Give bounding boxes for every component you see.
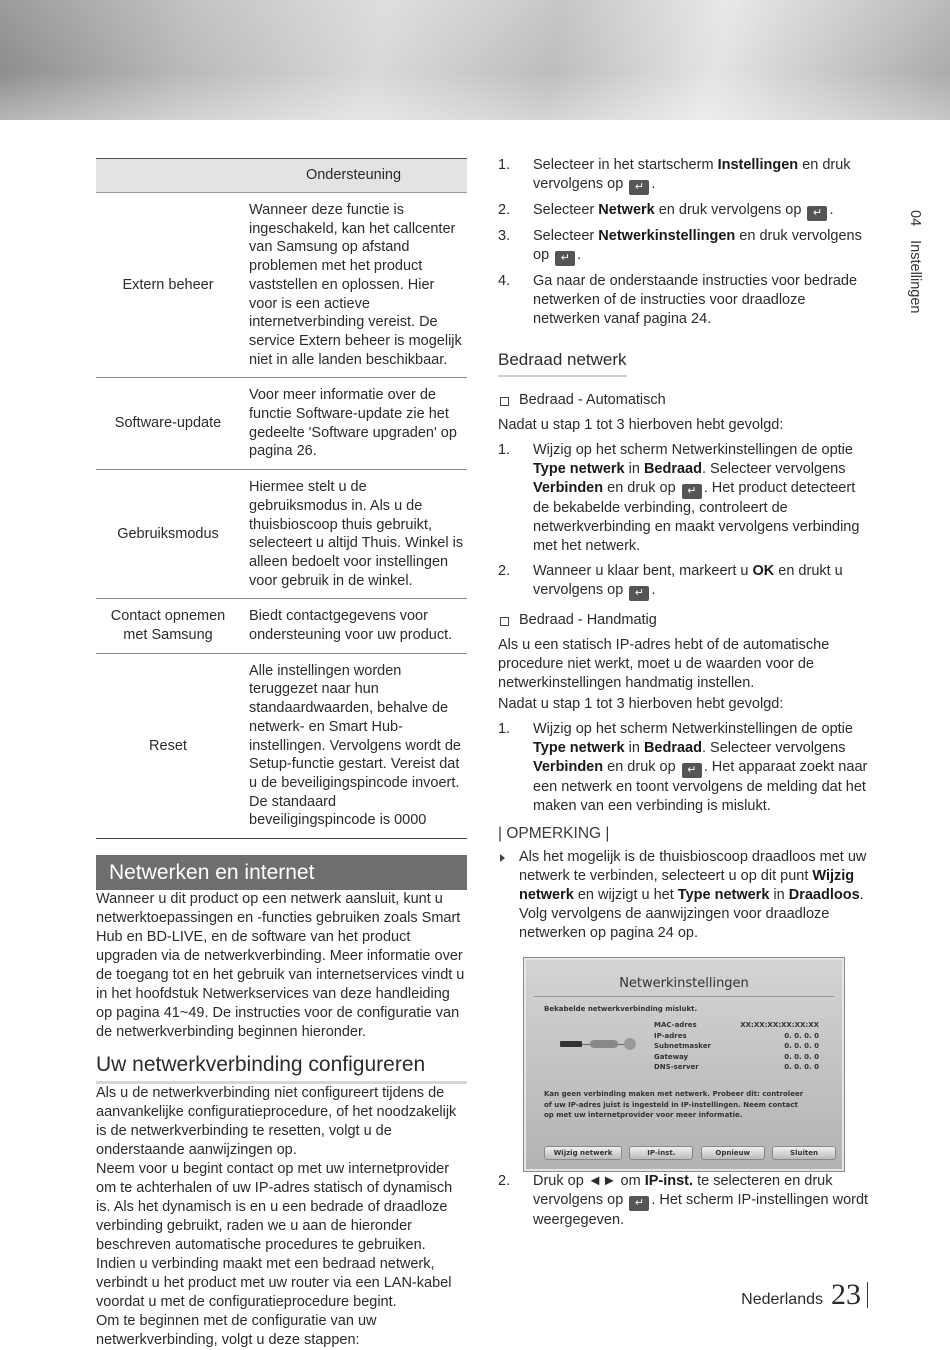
enter-icon: ↵ (629, 586, 649, 601)
chapter-side-tab (895, 210, 935, 340)
config-paragraph: Als u de netwerkverbinding niet configureert tijdens de aanvankelijke configuratieprocedure, of het noodzakelijk is de netwerkverbinding te resetten, volgt u de onderstaande aanwijzingen op. (96, 1085, 457, 1159)
retry-button[interactable]: Opnieuw (701, 1146, 765, 1160)
row-description: Voor meer informatie over de functie Software-update zie het gedeelte 'Software upgraden' op pagina 26. (240, 378, 467, 470)
chapter-number: 04 (907, 210, 923, 227)
field-row: IP-adres 0. 0. 0. 0 (654, 1031, 819, 1040)
list-item (498, 562, 870, 601)
footer-language: Nederlands (741, 1291, 823, 1308)
router-icon (590, 1040, 618, 1048)
list-item (498, 272, 870, 329)
enter-icon: ↵ (682, 763, 702, 778)
dialog-fields (654, 1020, 819, 1073)
row-label: Reset (96, 653, 240, 838)
step-text: Druk op ◄► om IP-inst. te selecteren en druk vervolgens op ↵ . Het scherm IP-instellingen wordt weergegeven. (533, 1173, 869, 1228)
globe-icon (624, 1038, 636, 1050)
step-number: 2. (498, 1173, 511, 1189)
bullet-arrow-icon (500, 854, 505, 862)
footer-divider (867, 1282, 868, 1308)
enter-icon: ↵ (807, 206, 827, 221)
row-description: Biedt contactgegevens voor ondersteuning voor uw product. (240, 599, 467, 653)
change-network-button[interactable]: Wijzig netwerk (544, 1146, 622, 1160)
checkbox-icon (500, 397, 509, 406)
list-item (498, 1172, 870, 1230)
wired-heading: Bedraad netwerk (498, 349, 627, 377)
field-row: MAC-adres XX:XX:XX:XX:XX:XX (654, 1021, 819, 1029)
dialog-title: Netwerkinstellingen (619, 976, 749, 991)
step-text: Ga naar de onderstaande instructies voor bedrade netwerken of de instructies voor draadloze netwerken vanaf pagina 24. (533, 273, 858, 327)
section-title: Netwerken en internet (96, 855, 467, 890)
row-label: Software-update (96, 378, 240, 470)
enter-icon: ↵ (629, 180, 649, 195)
chapter-title: Instellingen (907, 240, 923, 314)
step-number: 2. (498, 202, 511, 218)
enter-icon: ↵ (682, 484, 702, 499)
config-paragraph: Indien u verbinding maakt met een bedraad netwerk, verbindt u het product met uw router via een LAN-kabel voordat u met de configuratieprocedure begint. (96, 1256, 452, 1311)
checkbox-icon (500, 617, 509, 626)
config-paragraph: Om te beginnen met de configuratie van uw netwerkverbinding, volgt u deze stappen: (96, 1313, 377, 1349)
row-description: Alle instellingen worden teruggezet naar hun standaardwaarden, behalve de netwerk- en Smart Hub-instellingen. Vervolgens wordt de Setup-functie gestart. Vereist dat u de beveiligingspincode invoert. De standaard beveiligingspincode is 0000 (240, 653, 467, 838)
step-text: Wijzig op het scherm Netwerkinstellingen de optie Type netwerk in Bedraad. Selecteer vervolgens Verbinden en druk op ↵ . Het apparaat zoekt naar een netwerk en toont vervolgens de melding dat het maken van een verbinding is mislukt. (533, 721, 868, 814)
step-text: Wijzig op het scherm Netwerkinstellingen de optie Type netwerk in Bedraad. Selecteer vervolgens Verbinden en druk op ↵ . Het product detecteert de bekabelde verbinding, controleert de netwerkverbinding en maakt vervolgens verbinding met het netwerk. (533, 442, 860, 554)
dialog-message: Bekabelde netwerkverbinding mislukt. (544, 1005, 698, 1013)
list-item (498, 201, 870, 221)
table-row (96, 470, 467, 599)
support-table (96, 158, 467, 839)
enter-icon: ↵ (629, 1196, 649, 1211)
config-paragraph: Neem voor u begint contact op met uw internetprovider om te achterhalen of uw IP-adres statisch of dynamisch is. Als het dynamisch is en u een bedrade of draadloze verbinding gebruikt, raden we u aan de hieronder beschreven automatische procedures te gebruiken. (96, 1161, 453, 1254)
table-header-spacer (96, 159, 240, 193)
row-description: Wanneer deze functie is ingeschakeld, kan het callcenter van Samsung op afstand problemen met het product vaststellen en oplossen. Hier voor is een actieve internetverbinding vereist. De service Extern beheer is mogelijk niet in alle landen beschikbaar. (240, 193, 467, 378)
step-text: Selecteer Netwerkinstellingen en druk vervolgens op ↵ . (533, 228, 862, 264)
player-icon (560, 1041, 582, 1047)
step-text: Selecteer in het startscherm Instellingen en druk vervolgens op ↵ . (533, 157, 851, 193)
field-row: Subnetmasker 0. 0. 0. 0 (654, 1042, 819, 1050)
page-number: 23 (831, 1278, 861, 1311)
manual-paragraph: Nadat u stap 1 tot 3 hierboven hebt gevolgd: (498, 696, 784, 712)
auto-steps (498, 441, 870, 601)
list-item (498, 720, 870, 816)
note-item (498, 848, 870, 943)
table-row (96, 599, 467, 653)
step-number: 2. (498, 563, 511, 579)
auto-intro: Nadat u stap 1 tot 3 hierboven hebt gevolgd: (498, 417, 784, 433)
step-number: 1. (498, 157, 511, 173)
row-description: Hiermee stelt u de gebruiksmodus in. Als u de thuisbioscoop thuis gebruikt, selecteert u altijd Thuis. Winkel is alleen bedoelt voor instellingen voor gebruik in de winkel. (240, 470, 467, 599)
chapter-label (907, 210, 923, 314)
header-banner (0, 0, 950, 120)
ip-settings-button[interactable]: IP-inst. (629, 1146, 693, 1160)
final-steps (498, 1172, 870, 1230)
enter-icon: ↵ (555, 251, 575, 266)
list-item (498, 441, 870, 556)
dialog-divider (534, 996, 834, 997)
right-column (498, 156, 870, 1236)
step-number: 3. (498, 228, 511, 244)
table-row (96, 378, 467, 470)
dialog-buttons (544, 1146, 836, 1160)
page-footer (741, 1278, 868, 1312)
list-item (498, 227, 870, 266)
section-intro: Wanneer u dit product op een netwerk aansluit, kunt u netwerktoepassingen en -functies gebruiken zoals Smart Hub en BD-LIVE, en de software van het product upgraden via de netwerkverbinding. Meer informatie over de toegang tot en het gebruik van internetservices vindt u in het hoofdstuk Netwerkservices van deze handleiding op pagina 41~49. De instructies voor de configuratie van de netwerkverbinding beginnen hieronder. (96, 891, 465, 1041)
note-text: Als het mogelijk is de thuisbioscoop draadloos met uw netwerk te verbinden, selecteert u op dit punt Wijzig netwerk en wijzigt u het Type netwerk in Draadloos. Volg vervolgens de aanwijzingen voor draadloze netwerken op pagina 24 op. (519, 849, 867, 941)
step-number: 1. (498, 721, 511, 737)
step-number: 1. (498, 442, 511, 458)
manual-steps (498, 720, 870, 816)
left-column (96, 158, 467, 1350)
close-button[interactable]: Sluiten (772, 1146, 836, 1160)
dialog-warning: Kan geen verbinding maken met netwerk. Probeer dit: controleer of uw IP-adres juist is ingesteld in IP-instellingen. Neem contact op met uw internetprovider voor meer informatie. (544, 1090, 804, 1119)
wired-manual-heading: Bedraad - Handmatig (498, 611, 870, 630)
list-item (498, 156, 870, 195)
field-row: Gateway 0. 0. 0. 0 (654, 1052, 819, 1061)
manual-paragraph: Als u een statisch IP-adres hebt of de automatische procedure niet werkt, moet u de waarden voor de netwerkinstellingen handmatig instellen. (498, 637, 830, 691)
network-settings-dialog-screenshot (523, 957, 845, 1172)
row-label: Extern beheer (96, 193, 240, 378)
note-heading: | OPMERKING | (498, 825, 610, 842)
row-label: Contact opnemen met Samsung (96, 599, 240, 653)
step-text: Selecteer Netwerk en druk vervolgens op ↵ . (533, 202, 834, 219)
step-number: 4. (498, 273, 511, 289)
table-header: Ondersteuning (240, 159, 467, 193)
table-row (96, 653, 467, 838)
setup-steps (498, 156, 870, 329)
row-label: Gebruiksmodus (96, 470, 240, 599)
field-row: DNS-server 0. 0. 0. 0 (654, 1063, 819, 1071)
table-row (96, 193, 467, 378)
config-heading: Uw netwerkverbinding configureren (96, 1052, 467, 1084)
step-text: Wanneer u klaar bent, markeert u OK en drukt u vervolgens op ↵ . (533, 563, 843, 599)
wired-auto-heading: Bedraad - Automatisch (498, 391, 870, 410)
